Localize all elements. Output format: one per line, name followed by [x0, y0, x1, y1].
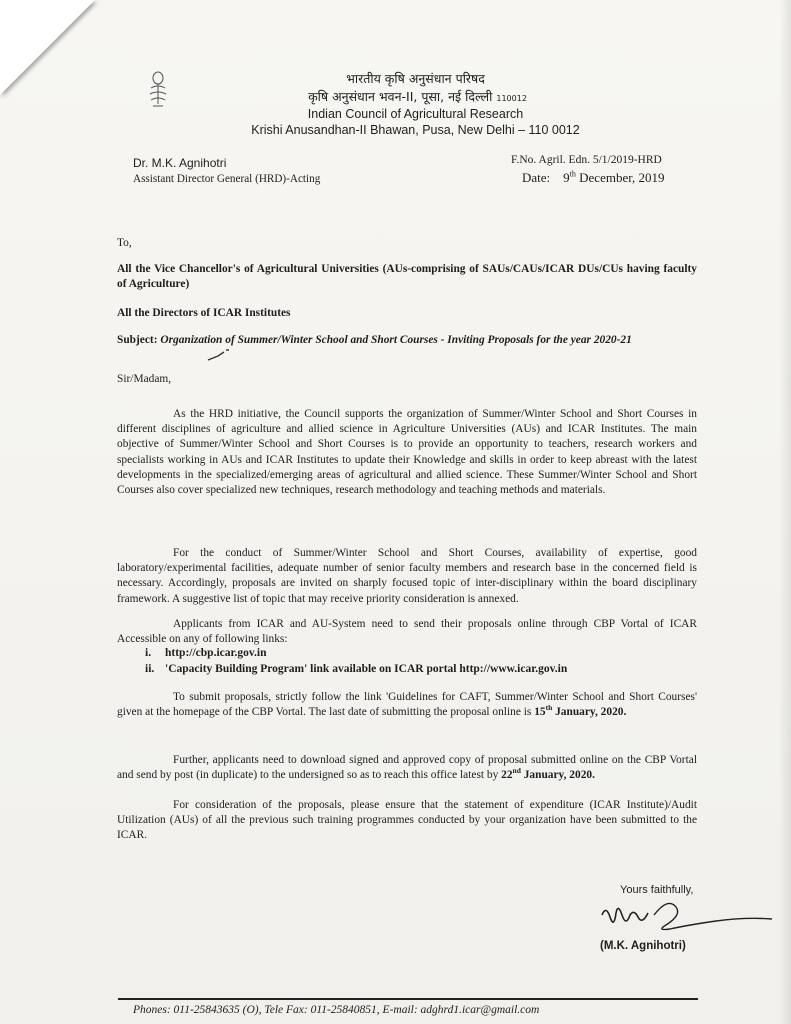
header-english-address: Krishi Anusandhan-II Bhawan, Pusa, New Delhi – 110 0012 [251, 123, 580, 137]
addressee-vice-chancellors: All the Vice Chancellor's of Agricultural Universities (AUs-comprising of SAUs/CAUs/ICAR DUs/CUs having faculty of Agriculture) [117, 263, 697, 291]
to-line: To, [117, 237, 132, 249]
list-item: i. http://cbp.icar.gov.in [145, 647, 267, 659]
page-edge-shadow [779, 0, 791, 1024]
paragraph-postal-copy: Further, applicants need to download signed and approved copy of proposal submitted online on the CBP Vortal and send by post (in duplicate) to the undersigned so as to reach this office latest by 22nd January, 2020. [117, 754, 697, 782]
header-hindi-org-name: भारतीय कृषि अनुसंधान परिषद [346, 71, 485, 86]
closing-phrase: Yours faithfully, [620, 884, 694, 896]
link-icar-portal[interactable]: 'Capacity Building Program' link available on ICAR portal http://www.icar.gov.in [165, 662, 568, 675]
link-cbp-vortal[interactable]: http://cbp.icar.gov.in [165, 647, 267, 659]
paragraph-online-submission: Applicants from ICAR and AU-System need to send their proposals online through CBP Vortal of ICAR Accessible on any of following links: [117, 618, 697, 646]
addressee-directors: All the Directors of ICAR Institutes [117, 307, 291, 319]
paragraph-conduct-requirements: For the conduct of Summer/Winter School and Short Courses, availability of expertise, good laboratory/experimental facilities, adequate number of senior faculty members and research base in the concerned field is necessary. Accordingly, proposals are invited on sharply focused topic of inter-disciplinary within the board disciplinary framework. A suggestive list of topic that may receive priority consideration is annexed. [117, 547, 697, 605]
paragraph-expenditure-statement: For consideration of the proposals, please ensure that the statement of expenditure (ICAR Institute)/Audit Utilization (AUs) of all the previous such training programmes conducted by your organization have been submitted to the ICAR. [117, 799, 697, 842]
footer-divider [118, 998, 698, 1000]
pen-mark-icon [206, 348, 232, 362]
header-hindi-address: कृषि अनुसंधान भवन-II, पूसा, नई दिल्ली 110012 [308, 89, 527, 104]
subject-line: Subject: Organization of Summer/Winter School and Short Courses - Inviting Proposals for the year 2020-21 [117, 334, 632, 346]
letter-date: Date: 9th December, 2019 [522, 169, 665, 185]
sender-name: Dr. M.K. Agnihotri [133, 156, 227, 170]
footer-contact: Phones: 011-25843635 (O), Tele Fax: 011-25840851, E-mail: adghrd1.icar@gmail.com [133, 1004, 540, 1016]
list-item: ii. 'Capacity Building Program' link available on ICAR portal http://www.icar.gov.in [145, 662, 568, 675]
signature-icon [596, 895, 776, 945]
signatory-name: (M.K. Agnihotri) [600, 940, 686, 952]
file-number: F.No. Agril. Edn. 5/1/2019-HRD [511, 154, 662, 166]
header-english-org-name: Indian Council of Agricultural Research [307, 107, 524, 121]
salutation: Sir/Madam, [117, 373, 172, 385]
paragraph-hrd-initiative: As the HRD initiative, the Council supports the organization of Summer/Winter School and Short Courses in different disciplines of agriculture and allied science in Agriculture Universities (AUs) and ICAR Institutes. The main objective of Summer/Winter School and Short Courses is to provide an opportunity to teachers, research workers and specialists working in AUs and ICAR Institutes to update their Knowledge and skills in order to keep abreast with the latest developments in the specialized/emerging areas of agricultural and allied science. These Summer/Winter School and Short Courses also cover specialized new techniques, research methodology and teaching methods and materials. [117, 408, 697, 497]
links-list [145, 646, 567, 677]
header-hindi-pin: 110012 [496, 94, 527, 103]
paragraph-guidelines-deadline: To submit proposals, strictly follow the link 'Guidelines for CAFT, Summer/Winter School and Short Courses' given at the homepage of the CBP Vortal. The last date of submitting the proposal online is 15th January, 2020. [117, 691, 697, 719]
sender-designation: Assistant Director General (HRD)-Acting [133, 173, 321, 185]
